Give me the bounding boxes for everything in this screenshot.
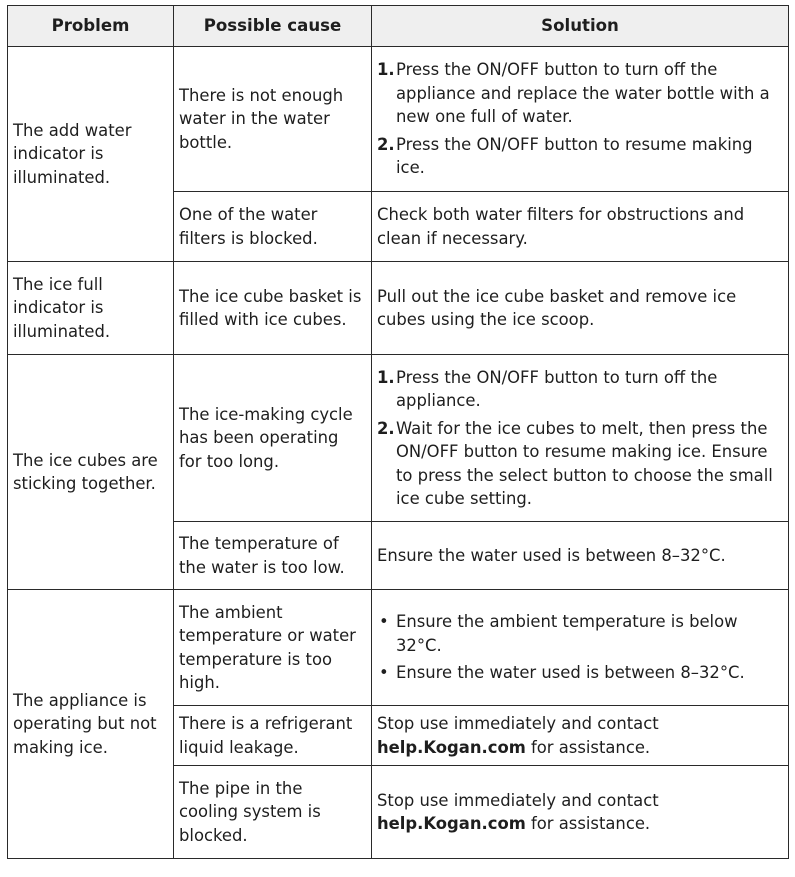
table-row [8, 47, 789, 192]
cause-cell: There is a refrigerant liquid leakage. [174, 706, 372, 766]
solution-step: 2. Wait for the ice cubes to melt, then press the ON/OFF button to resume making ice. Ensure to press the select button to choose the small ice cube setting. [377, 418, 773, 508]
solution-steps [377, 58, 783, 180]
header-possible-cause: Possible cause [174, 6, 372, 47]
help-link[interactable]: help.Kogan.com [377, 814, 526, 833]
table-row [8, 590, 789, 706]
solution-steps [377, 366, 783, 511]
solution-bullet: • Ensure the ambient temperature is below 32°C. [379, 612, 738, 655]
help-link[interactable]: help.Kogan.com [377, 737, 526, 757]
solution-bullets [377, 610, 783, 685]
solution-text: Stop use immediately and contact [377, 714, 659, 733]
cause-cell: The ambient temperature or water temperature is too high. [174, 590, 372, 706]
cause-cell: The temperature of the water is too low. [174, 522, 372, 590]
table-row [8, 262, 789, 355]
solution-cell: Check both water filters for obstructions and clean if necessary. [372, 192, 789, 262]
header-solution: Solution [372, 6, 789, 47]
troubleshooting-table [7, 5, 789, 859]
solution-cell: Pull out the ice cube basket and remove ice cubes using the ice scoop. [372, 262, 789, 355]
solution-text: Stop use immediately and contact [377, 790, 659, 810]
problem-cell: The ice cubes are sticking together. [8, 355, 174, 590]
table-row [8, 355, 789, 522]
solution-step: 1. Press the ON/OFF button to turn off the appliance. [377, 367, 718, 410]
problem-cell: The ice full indicator is illuminated. [8, 262, 174, 355]
problem-cell: The add water indicator is illuminated. [8, 47, 174, 262]
cause-cell: The pipe in the cooling system is blocked. [174, 766, 372, 859]
solution-text: for assistance. [531, 814, 651, 833]
solution-step: 2. Press the ON/OFF button to resume making ice. [377, 134, 753, 178]
header-row [8, 6, 789, 47]
solution-step: 1. Press the ON/OFF button to turn off the appliance and replace the water bottle with a new one full of water. [377, 60, 770, 127]
cause-cell: One of the water filters is blocked. [174, 192, 372, 262]
solution-cell [372, 355, 789, 522]
cause-cell: There is not enough water in the water bottle. [174, 47, 372, 192]
solution-text: for assistance. [531, 737, 651, 757]
solution-cell [372, 590, 789, 706]
solution-cell: Ensure the water used is between 8–32°C. [372, 522, 789, 590]
problem-cell: The appliance is operating but not making ice. [8, 590, 174, 859]
cause-cell: The ice-making cycle has been operating for too long. [174, 355, 372, 522]
header-problem: Problem [8, 6, 174, 47]
solution-bullet: • Ensure the water used is between 8–32°C. [379, 663, 745, 683]
solution-cell [372, 766, 789, 859]
solution-cell [372, 706, 789, 766]
cause-cell: The ice cube basket is filled with ice cubes. [174, 262, 372, 355]
solution-cell [372, 47, 789, 192]
